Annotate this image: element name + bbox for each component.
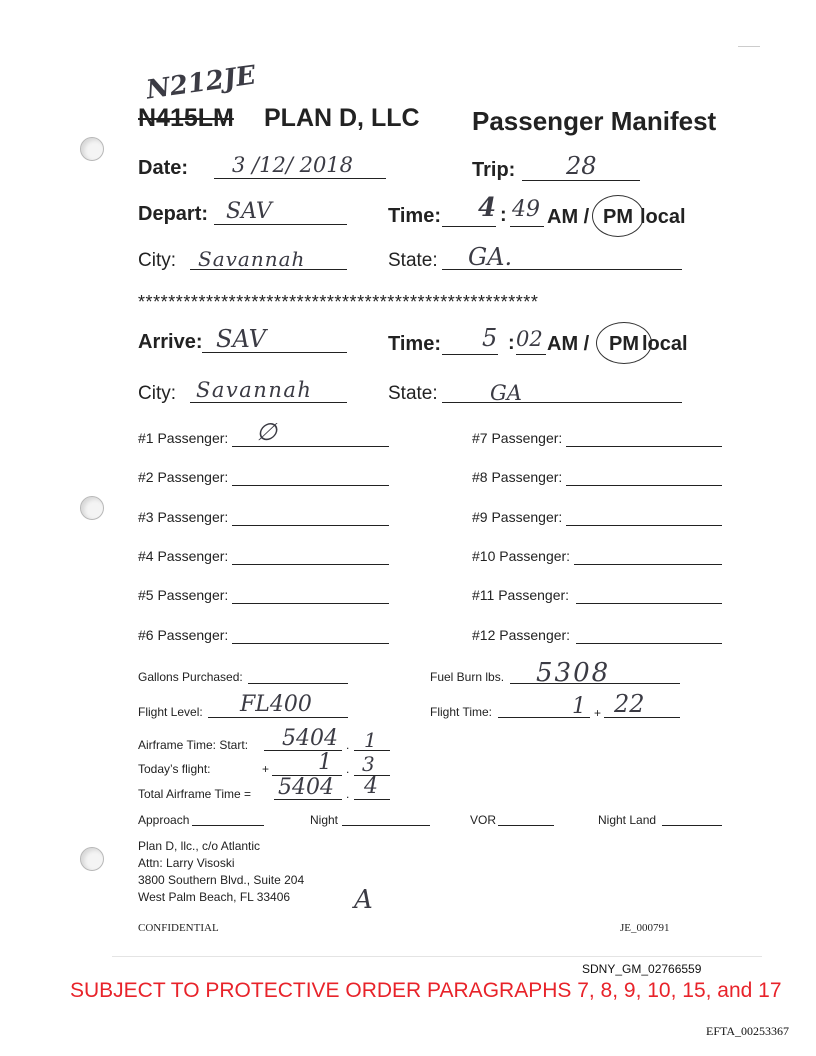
arrive-pm-label: PM: [609, 333, 639, 355]
arrive-city-label: City:: [138, 383, 176, 404]
vor-line: [498, 825, 554, 826]
arrive-city-line: [190, 402, 347, 403]
arrive-time-hour-line: [442, 354, 498, 355]
flight-level-value: FL400: [240, 692, 312, 717]
depart-value: SAV: [226, 199, 272, 224]
passenger-11-label: #11 Passenger:: [472, 587, 570, 603]
passenger-4-label: #4 Passenger:: [138, 548, 229, 564]
passenger-7-label: #7 Passenger:: [472, 430, 563, 446]
depart-am-label: AM /: [547, 206, 590, 228]
airframe-start-dot: .: [346, 738, 350, 752]
today-flight-label: Today’s flight:: [138, 762, 211, 776]
vor-label: VOR: [470, 813, 497, 827]
passenger-3-label: #3 Passenger:: [138, 509, 229, 525]
punch-hole-middle: [80, 496, 104, 520]
arrive-time-min: 02: [516, 327, 543, 351]
punch-hole-top: [80, 137, 104, 161]
arrive-time-label: Time:: [388, 333, 441, 355]
address-line-2: Attn: Larry Visoski: [138, 856, 235, 870]
depart-state-value: GA.: [468, 243, 513, 271]
passenger-8-label: #8 Passenger:: [472, 469, 563, 485]
form-title: Passenger Manifest: [472, 106, 717, 136]
passenger-12-line: [576, 643, 722, 644]
depart-time-min: 49: [512, 197, 540, 222]
trip-line: [522, 180, 640, 181]
depart-local-label: local: [640, 206, 686, 228]
total-airframe-dot: .: [346, 787, 350, 801]
night-label: Night: [310, 813, 339, 827]
arrive-state-label: State:: [388, 383, 438, 404]
passenger-9-line: [566, 525, 722, 526]
depart-time-sep: :: [500, 204, 507, 226]
today-flight-value: 1: [318, 750, 332, 775]
arrive-state-line: [442, 402, 682, 403]
depart-time-min-line: [510, 226, 544, 227]
trip-value: 28: [566, 152, 597, 180]
depart-state-label: State:: [388, 250, 438, 271]
night-line: [342, 825, 430, 826]
flight-time-label: Flight Time:: [430, 705, 493, 719]
depart-city-label: City:: [138, 250, 176, 271]
passenger-2-label: #2 Passenger:: [138, 469, 229, 485]
confidential-label: CONFIDENTIAL: [138, 922, 219, 934]
gallons-line: [248, 683, 348, 684]
approach-line: [192, 825, 264, 826]
depart-pm-circle: [592, 195, 644, 237]
fuel-burn-value: 5308: [536, 658, 611, 688]
address-line-1: Plan D, llc., c/o Atlantic: [138, 839, 261, 853]
depart-line: [214, 224, 347, 225]
depart-time-hour: 4: [478, 193, 497, 223]
total-airframe-label: Total Airframe Time =: [138, 787, 252, 801]
passenger-10-label: #10 Passenger:: [472, 548, 571, 564]
today-flight-plus: +: [262, 762, 270, 776]
airframe-start-label: Airframe Time: Start:: [138, 738, 249, 752]
efta-bates-number: EFTA_00253367: [706, 1024, 790, 1038]
arrive-label: Arrive:: [138, 331, 203, 353]
flight-level-line: [208, 717, 348, 718]
punch-hole-bottom: [80, 847, 104, 871]
passenger-3-line: [232, 525, 389, 526]
arrive-time-hour: 5: [482, 324, 498, 352]
fuel-burn-label: Fuel Burn lbs.: [430, 670, 505, 684]
passenger-11-line: [576, 603, 722, 604]
total-airframe-dec-line: [354, 799, 390, 800]
approach-label: Approach: [138, 813, 190, 827]
depart-time-label: Time:: [388, 205, 441, 227]
passenger-4-line: [232, 564, 389, 565]
passenger-2-line: [232, 485, 389, 486]
airframe-start-dec: 1: [364, 728, 377, 752]
date-line: [214, 178, 386, 179]
trip-label: Trip:: [472, 159, 516, 181]
date-label: Date:: [138, 157, 189, 179]
arrive-state-value: GA: [490, 381, 522, 405]
sdny-bates-number: SDNY_GM_02766559: [582, 962, 702, 976]
total-airframe-value: 5404: [278, 775, 334, 800]
arrive-time-min-line: [516, 354, 546, 355]
passenger-8-line: [566, 485, 722, 486]
airframe-start-value: 5404: [282, 726, 338, 751]
page-bottom-edge: [112, 956, 762, 957]
passenger-10-line: [574, 564, 722, 565]
depart-city-value: Savannah: [198, 247, 306, 271]
gallons-label: Gallons Purchased:: [138, 670, 243, 684]
flight-time-minutes: 22: [614, 690, 645, 718]
passenger-6-line: [232, 643, 389, 644]
arrive-local-label: local: [642, 333, 688, 355]
flight-time-plus: +: [594, 706, 602, 720]
company-name: PLAN D, LLC: [264, 104, 420, 132]
initial-mark: A: [354, 885, 373, 915]
passenger-7-line: [566, 446, 722, 447]
address-line-4: West Palm Beach, FL 33406: [138, 890, 291, 904]
address-line-3: 3800 Southern Blvd., Suite 204: [138, 873, 305, 887]
depart-pm-label: PM: [603, 206, 633, 228]
protective-order-notice: SUBJECT TO PROTECTIVE ORDER PARAGRAPHS 7, 8, 9, 10, 15, and 17: [70, 979, 782, 1002]
je-bates-number: JE_000791: [620, 922, 670, 934]
top-edge-mark: [738, 46, 760, 47]
tail-number-struck: N415LM: [138, 104, 234, 132]
arrive-value: SAV: [216, 325, 266, 353]
passenger-9-label: #9 Passenger:: [472, 509, 563, 525]
night-land-label: Night Land: [598, 813, 657, 827]
arrive-time-sep: :: [508, 332, 515, 354]
tail-number-handwritten: N212JE: [144, 60, 258, 106]
passenger-12-label: #12 Passenger:: [472, 627, 571, 643]
depart-time-hour-line: [442, 226, 496, 227]
section-separator: *****************************************************: [138, 292, 539, 312]
passenger-6-label: #6 Passenger:: [138, 627, 229, 643]
today-flight-dec: 3: [362, 752, 375, 776]
today-flight-dot: .: [346, 762, 350, 776]
arrive-am-label: AM /: [547, 333, 590, 355]
passenger-1-label: #1 Passenger:: [138, 430, 229, 446]
passenger-1-value: ∅: [256, 418, 277, 446]
total-airframe-dec: 4: [364, 774, 378, 799]
depart-label: Depart:: [138, 203, 209, 225]
flight-time-hours: 1: [572, 694, 586, 719]
passenger-5-line: [232, 603, 389, 604]
arrive-city-value: Savannah: [196, 378, 313, 402]
flight-level-label: Flight Level:: [138, 705, 203, 719]
passenger-1-line: [232, 446, 389, 447]
night-land-line: [662, 825, 722, 826]
passenger-5-label: #5 Passenger:: [138, 587, 229, 603]
date-value: 3 /12/ 2018: [232, 153, 354, 177]
